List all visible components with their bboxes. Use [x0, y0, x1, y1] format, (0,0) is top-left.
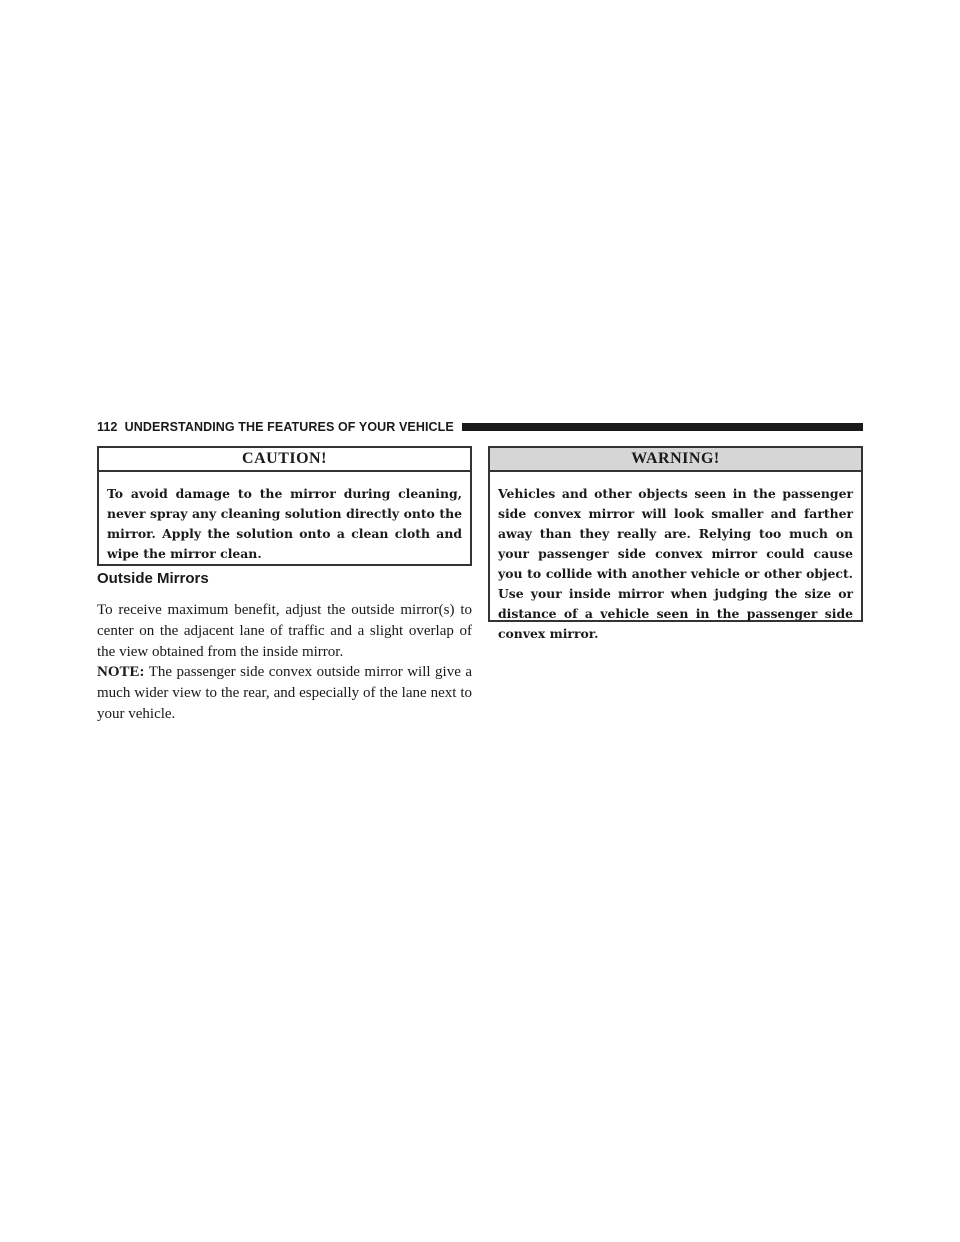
caution-text: To avoid damage to the mirror during cleaning, never spray any cleaning solution directly onto the mirror. Apply the solution onto a clean cloth and wipe the mirror clean. [107, 486, 462, 561]
note-text: The passenger side convex outside mirror will give a much wider view to the rear, and especially of the lane next to your vehicle. [97, 664, 472, 722]
warning-box [488, 446, 863, 641]
page-header [97, 420, 863, 434]
section-heading-outside-mirrors: Outside Mirrors [97, 570, 209, 587]
section-title: UNDERSTANDING THE FEATURES OF YOUR VEHICLE [124, 420, 454, 434]
page-header-text [97, 420, 454, 434]
note-paragraph [97, 662, 472, 725]
warning-title: WARNING! [490, 448, 861, 472]
page-number: 112 [97, 420, 118, 434]
outside-mirrors-paragraph: To receive maximum benefit, adjust the outside mirror(s) to center on the adjacent lane of traffic and a slight overlap of the view obtained from the inside mirror. [97, 602, 472, 660]
note-label: NOTE: [97, 664, 145, 680]
header-rule [462, 423, 863, 431]
caution-box [97, 446, 472, 566]
warning-text: Vehicles and other objects seen in the passenger side convex mirror will look smaller and farther away than they really are. Relying too much on your passenger side convex mirror could cause you to collide with another vehicle or other object. Use your inside mirror when judging the size or distance of a vehicle seen in the passenger side convex mirror. [498, 486, 853, 641]
caution-title: CAUTION! [99, 448, 470, 472]
